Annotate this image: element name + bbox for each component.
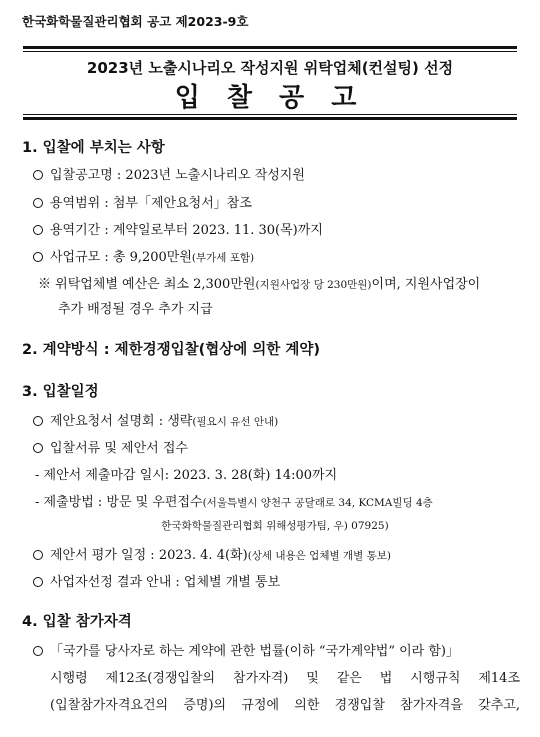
section-3-heading: 3. 입찰일정 (22, 384, 99, 400)
circle-bullet-icon (33, 252, 43, 262)
section-4-heading: 4. 입찰 참가자격 (22, 614, 132, 630)
eligibility-line-3: (입찰참가자격요건의 증명)의 규정에 의한 경쟁입찰 참가자격을 갖추고, (50, 698, 520, 713)
circle-bullet-icon (33, 550, 43, 560)
scope-item: 용역범위 : 첨부「제안요청서」참조 (33, 192, 524, 211)
budget-item: 사업규모 : 총 9,200만원(부가세 포함) (33, 246, 524, 265)
document-subtitle: 2023년 노출시나리오 작성지원 위탁업체(컨설팅) 선정 (86, 59, 454, 77)
document-number: 한국화학물질관리협회 공고 제2023-9호 (22, 14, 249, 29)
submission-address-continued: 한국화학물질관리협회 위해성평가팀, 우) 07925) (161, 520, 389, 532)
title-box (23, 46, 517, 120)
circle-bullet-icon (33, 416, 43, 426)
circle-bullet-icon (33, 198, 43, 208)
circle-bullet-icon (33, 170, 43, 180)
eligibility-line-2: 시행령 제12조(경쟁입찰의 참가자격) 및 같은 법 시행규칙 제14조 (50, 671, 520, 686)
period-item: 용역기간 : 계약일로부터 2023. 11. 30(목)까지 (33, 219, 524, 238)
circle-bullet-icon (33, 646, 43, 656)
document-title: 입 찰 공 고 (174, 83, 366, 113)
bid-name-item: 입찰공고명 : 2023년 노출시나리오 작성지원 (33, 164, 524, 183)
submission-method-item: - 제출방법 : 방문 및 우편접수(서울특별시 양천구 공달래로 34, KCMA빌딩 4층 (35, 495, 433, 510)
deadline-item: - 제안서 제출마감 일시: 2023. 3. 28(화) 14:00까지 (35, 468, 338, 483)
briefing-item: 제안요청서 설명회 : 생략(필요시 유선 안내) (33, 410, 524, 429)
section-2-heading: 2. 계약방식 : 제한경쟁입찰(협상에 의한 계약) (22, 342, 321, 358)
circle-bullet-icon (33, 225, 43, 235)
eligibility-line-1: 「국가를 당사자로 하는 계약에 관한 법률(이하 “국가계약법” 이라 함)」 (33, 640, 524, 659)
evaluation-item: 제안서 평가 일정 : 2023. 4. 4(화)(상세 내용은 업체별 개별 통보) (33, 544, 524, 563)
section-1-heading: 1. 입찰에 부치는 사항 (22, 140, 165, 156)
result-item: 사업자선정 결과 안내 : 업체별 개별 통보 (33, 571, 524, 590)
budget-note: ※ 위탁업체별 예산은 최소 2,300만원(지원사업장 당 230만원)이며, 지원사업장이 (38, 277, 481, 292)
circle-bullet-icon (33, 443, 43, 453)
receipt-item: 입찰서류 및 제안서 접수 (33, 437, 524, 456)
circle-bullet-icon (33, 577, 43, 587)
budget-note-continued: 추가 배정될 경우 추가 지급 (58, 302, 213, 317)
